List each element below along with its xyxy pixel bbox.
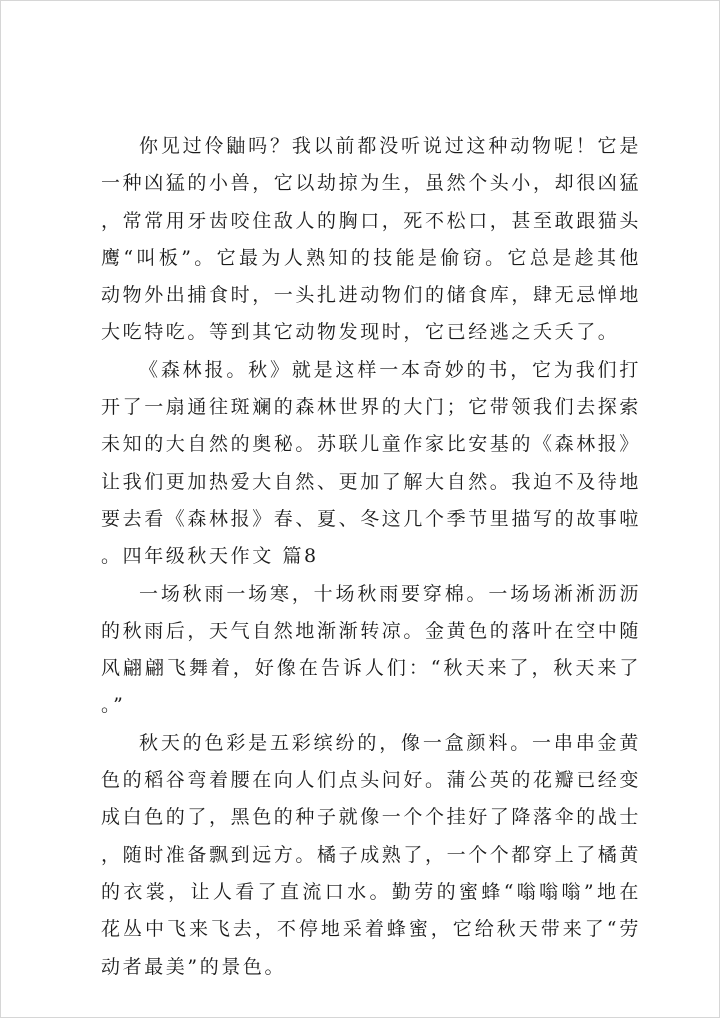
paragraph-stoat: 你见过伶鼬吗？我以前都没听说过这种动物呢！它是一种凶猛的小兽，它以劫掠为生，虽然个头小，却很凶猛，常常用牙齿咬住敌人的胸口，死不松口，甚至敢跟猫头鹰“叫板”。它最为人熟知的技能是偷窃。它总是趁其他动物外出捕食时，一头扎进动物们的储食库，肆无忌惮地大吃特吃。等到其它动物发现时，它已经逃之夭夭了。 — [101, 135, 642, 344]
document-body — [101, 128, 641, 986]
paragraph-autumn-rain: 一场秋雨一场寒，十场秋雨要穿棉。一场场淅淅沥沥的秋雨后，天气自然地渐渐转凉。金黄色的落叶在空中随风翩翩飞舞着，好像在告诉人们：“秋天来了，秋天来了。” — [101, 582, 642, 717]
paragraph-autumn-colors: 秋天的色彩是五彩缤纷的，像一盒颜料。一串串金黄色的稻谷弯着腰在向人们点头问好。蒲公英的花瓣已经变成白色的了，黑色的种子就像一个个挂好了降落伞的战士，随时准备飘到远方。橘子成熟了，一个个都穿上了橘黄的衣裳，让人看了直流口水。勤劳的蜜蜂“嗡嗡嗡”地在花丛中飞来飞去，不停地采着蜂蜜，它给秋天带来了“劳动者最美”的景色。 — [101, 731, 642, 978]
paragraph-forest-newspaper: 《森林报。秋》就是这样一本奇妙的书，它为我们打开了一扇通往斑斓的森林世界的大门；它带领我们去探索未知的大自然的奥秘。苏联儿童作家比安基的《森林报》让我们更加热爱大自然、更加了解大自然。我迫不及待地要去看《森林报》春、夏、冬这几个季节里描写的故事啦。四年级秋天作文 篇8 — [101, 358, 642, 568]
